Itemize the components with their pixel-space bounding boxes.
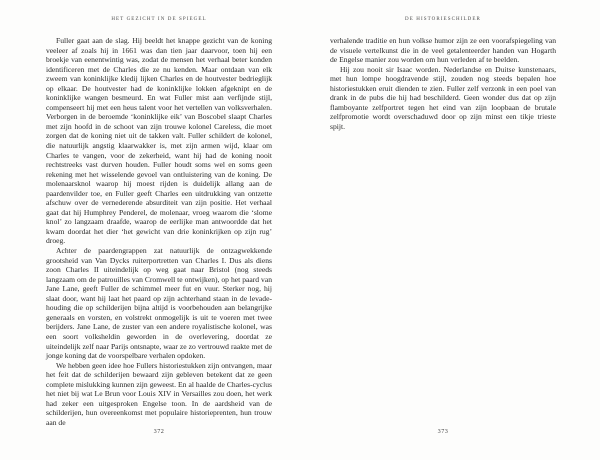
- page-number-left: 372: [153, 428, 165, 435]
- page-body-right: [330, 36, 556, 131]
- running-head-right: DE HISTORIESCHILDER: [405, 17, 481, 22]
- page-number-right: 373: [437, 428, 449, 435]
- paragraph: We hebben geen idee hoe Fullers historiestukken zijn ontvangen, maar het feit dat de schilderijen bewaard zijn gebleven betekent dat ze geen complete mislukking kunnen zijn geweest. En al haalde de Charles-cyclus het niet bij wat Le Brun voor Louis XIV in Versailles zou doen, het werk had zeker een uitgesproken Engelse toon. In de aardsheid van de schilderijen, hun overeenkomst met populaire historieprenten, hun trouw aan de: [46, 360, 272, 427]
- paragraph: Achter de paardengrappen zat natuurlijk de ontzagwekkende grootsheid van Van Dycks ruiterportretten van Charles I. Dus als diens zoon Charles II uiteindelijk op weg gaat naar Bristol (nog steeds langzaam om de patrouilles van Cromwell te ontwijken), op het paard van Jane Lane, geeft Fuller de schimmel meer fut en vuur. Sterker nog, hij slaat door, want hij laat het paard op zijn achterhand staan in de levade-houding die op schilderijen bijna altijd is voorbehouden aan belangrijke generaals en vorsten, en volstrekt onmogelijk is uit te voeren met twee berijders. Jane Lane, de zuster van een andere royalistische kolonel, was een soort volksheldin geworden in de overlevering, doordat ze uiteindelijk zelf naar Parijs ontsnapte, waar ze zo vertrouwd raakte met de jonge koning dat de voorspelbare verhalen opdoken.: [46, 246, 272, 361]
- running-head-left: HET GEZICHT IN DE SPIEGEL: [111, 17, 207, 22]
- page-body-left: [46, 36, 272, 427]
- page-right: [300, 0, 600, 460]
- paragraph: Hij zou nooit sir Isaac worden. Nederlandse en Duitse kunstenaars, met hun lompe hoogdravende stijl, zouden nog steeds bepalen hoe historiestukken eruit dienden te zien. Fuller zelf verzonk in een poel van drank in de pubs die hij had beschilderd. Geen wonder dus dat op zijn flamboyante zelfportret tegen het eind van zijn loopbaan de brutale zelfpromotie wordt overschaduwd door op zijn minst een tikje trieste spijt.: [330, 64, 556, 131]
- paragraph: Fuller gaat aan de slag. Hij beeldt het knappe gezicht van de koning veeleer af zoals hij in 1661 was dan tien jaar daarvoor, toen hij een broekje van eenentwintig was, zodat de mensen het verhaal beter konden identificeren met de Charles die ze nu kenden. Maar ontdaan van elk zweem van koninklijke kledij lijken Charles en de houtvester bedrieglijk op elkaar. De houtvester had de koninklijke lokken afgeknipt en de koninklijke wangen besmeurd. En wat Fuller mist aan verfijnde stijl, compenseert hij met een heus talent voor het vertellen van volksverhalen. Verborgen in de beroemde ‘koninklijke eik’ van Boscobel slaapt Charles met zijn hoofd in de schoot van zijn trouwe kolonel Careless, die moet zorgen dat de koning niet uit de takken valt. Fuller schildert de kolonel, die natuurlijk angstig klaarwakker is, met zijn armen wijd, klaar om Charles te vangen, voor de zekerheid, want hij had de koning nooit rechtstreeks vast durven houden. Fuller houdt soms wel en soms geen rekening met het wisselende gevoel van ontluistering van de koning. De molenaarsknol waarop hij moest rijden is duidelijk allang aan de paardenvilder toe, en Fuller geeft Charles een uitdrukking van ontzette afschuw over de vernederende absurditeit van zijn positie. Het verhaal gaat dat hij Humphrey Penderel, de molenaar, vroeg waarom die ‘slome knol’ zo langzaam draafde, waarop de eerlijke man antwoordde dat het kwam doordat het dier ‘het gewicht van drie koninkrijken op zijn rug’ droeg.: [46, 36, 272, 246]
- paragraph: verhalende traditie en hun volkse humor zijn ze een voorafspiegeling van de visuele vertelkunst die in de veel getalenteerder handen van Hogarth de Engelse manier zou worden om hun verleden af te beelden.: [330, 36, 556, 65]
